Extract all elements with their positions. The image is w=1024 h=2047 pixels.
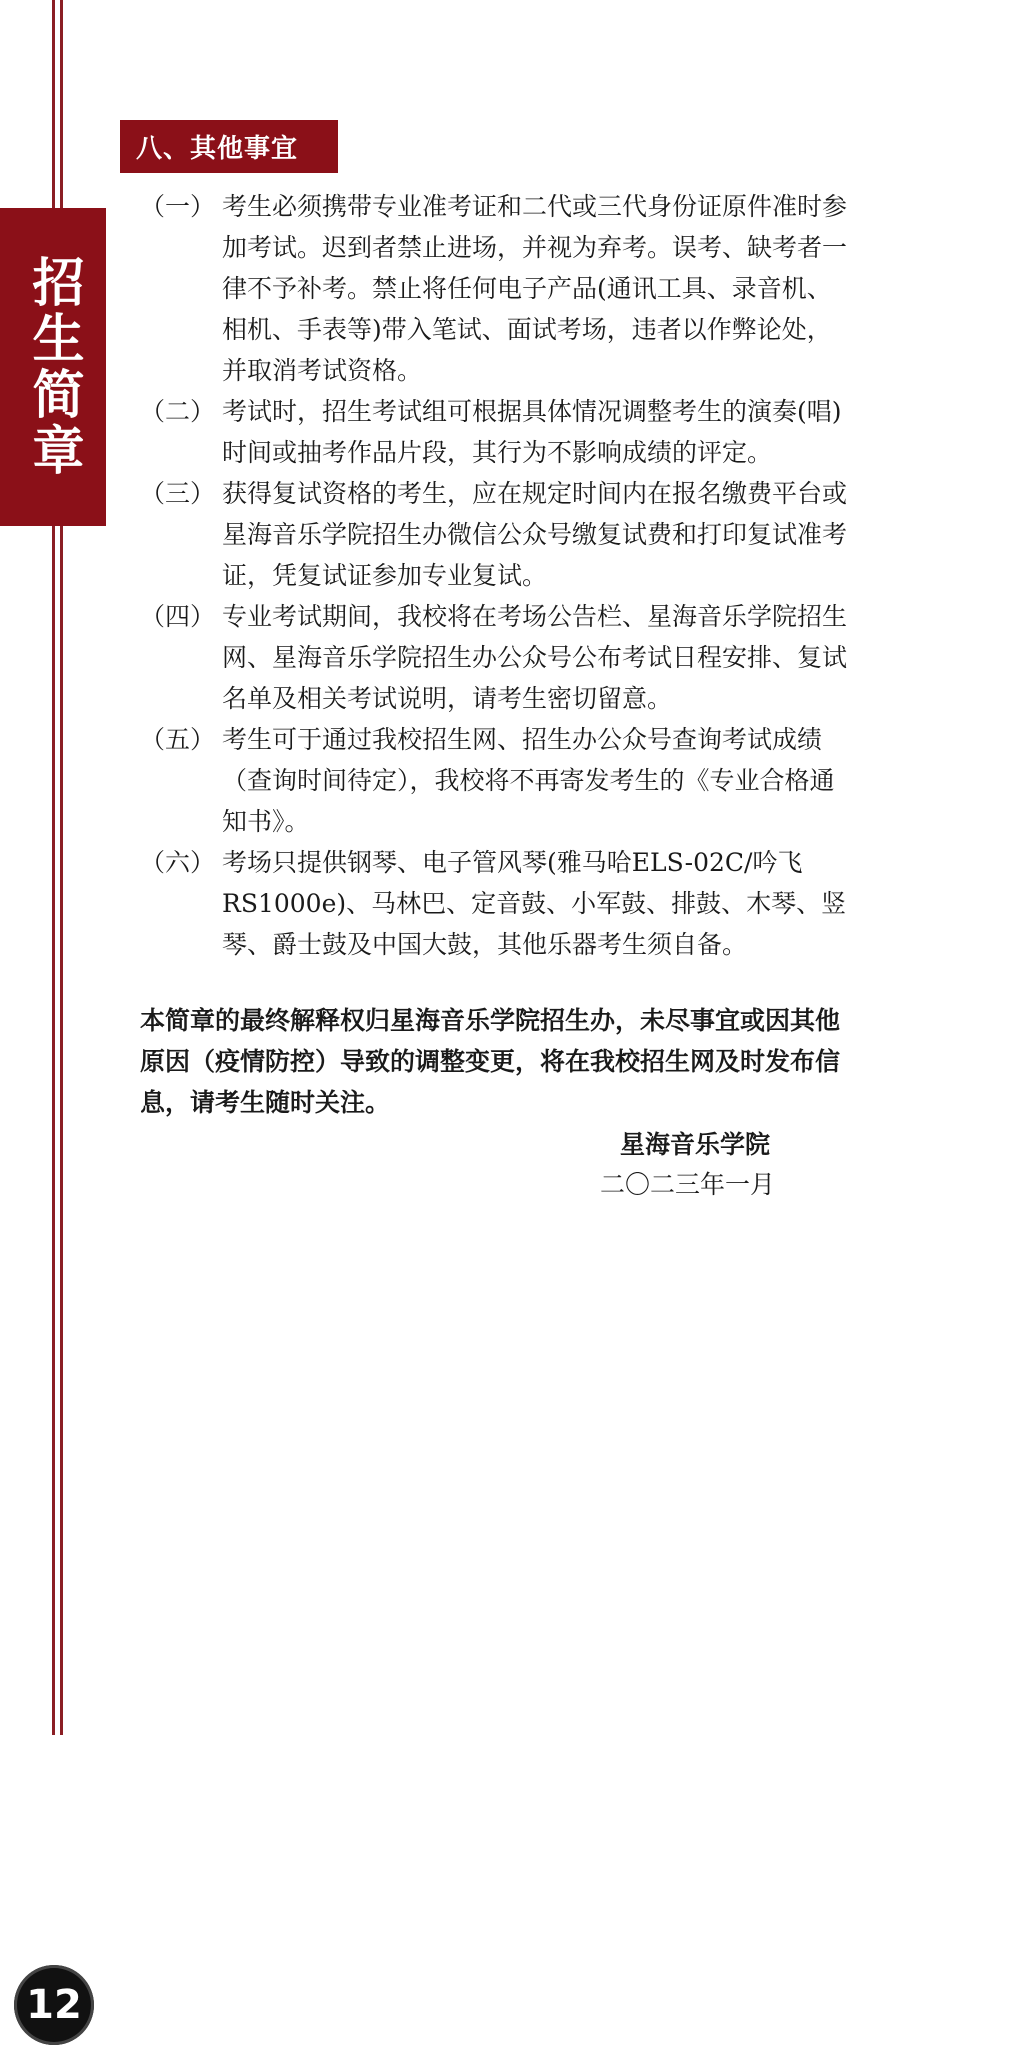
item-number: （三） — [140, 479, 216, 508]
signature-date: 二〇二三年一月 — [600, 1170, 776, 1199]
item-line: 相机、手表等)带入笔试、面试考场，违者以作弊论处， — [222, 315, 832, 344]
item-line: 证，凭复试证参加专业复试。 — [222, 561, 548, 590]
item-line: （查询时间待定），我校将不再寄发考生的《专业合格通 — [222, 766, 835, 795]
item-line: 时间或抽考作品片段，其行为不影响成绩的评定。 — [222, 438, 773, 467]
item-line: 加考试。迟到者禁止进场，并视为弃考。误考、缺考者一 — [222, 233, 848, 262]
page-number-badge — [14, 1965, 94, 2045]
signature-organization: 星海音乐学院 — [620, 1130, 771, 1159]
item-line: 网、星海音乐学院招生办公众号公布考试日程安排、复试 — [222, 643, 848, 672]
item-line: 星海音乐学院招生办微信公众号缴复试费和打印复试准考 — [222, 520, 848, 549]
item-text — [222, 596, 940, 719]
side-banner — [0, 208, 106, 526]
list-item — [140, 186, 940, 391]
item-number: （一） — [140, 192, 216, 221]
side-banner-title: 招生简章 — [23, 255, 83, 479]
item-line: 考生必须携带专业准考证和二代或三代身份证原件准时参 — [222, 192, 848, 221]
item-text — [222, 842, 940, 965]
note-line: 息，请考生随时关注。 — [140, 1088, 391, 1117]
list-item — [140, 719, 940, 842]
list-item — [140, 596, 940, 719]
item-line: 知书》。 — [222, 807, 310, 836]
note-line: 本简章的最终解释权归星海音乐学院招生办，未尽事宜或因其他 — [140, 1006, 841, 1035]
item-line: 考试时，招生考试组可根据具体情况调整考生的演奏(唱) — [222, 397, 842, 426]
item-line: 琴、爵士鼓及中国大鼓，其他乐器考生须自备。 — [222, 930, 748, 959]
item-text — [222, 719, 940, 842]
item-number: （四） — [140, 602, 216, 631]
note-line: 原因（疫情防控）导致的调整变更，将在我校招生网及时发布信 — [140, 1047, 841, 1076]
list-item — [140, 473, 940, 596]
item-line: 名单及相关考试说明，请考生密切留意。 — [222, 684, 673, 713]
item-line: 专业考试期间，我校将在考场公告栏、星海音乐学院招生 — [222, 602, 848, 631]
item-number: （六） — [140, 848, 216, 877]
item-text — [222, 391, 940, 473]
item-number: （二） — [140, 397, 216, 426]
section-title: 八、其他事宜 — [120, 120, 338, 173]
page-number: 12 — [26, 1982, 82, 2028]
item-text — [222, 186, 940, 391]
list-item — [140, 842, 940, 965]
item-text — [222, 473, 940, 596]
item-line: RS1000e)、马林巴、定音鼓、小军鼓、排鼓、木琴、竖 — [222, 889, 847, 918]
item-line: 律不予补考。禁止将任何电子产品(通讯工具、录音机、 — [222, 274, 832, 303]
list-item — [140, 391, 940, 473]
item-line: 并取消考试资格。 — [222, 356, 423, 385]
closing-note — [140, 1000, 940, 1123]
items-list — [140, 186, 940, 965]
item-line: 获得复试资格的考生，应在规定时间内在报名缴费平台或 — [222, 479, 848, 508]
item-line: 考生可于通过我校招生网、招生办公众号查询考试成绩 — [222, 725, 823, 754]
item-line: 考场只提供钢琴、电子管风琴(雅马哈ELS-02C/吟飞 — [222, 848, 803, 877]
item-number: （五） — [140, 725, 216, 754]
